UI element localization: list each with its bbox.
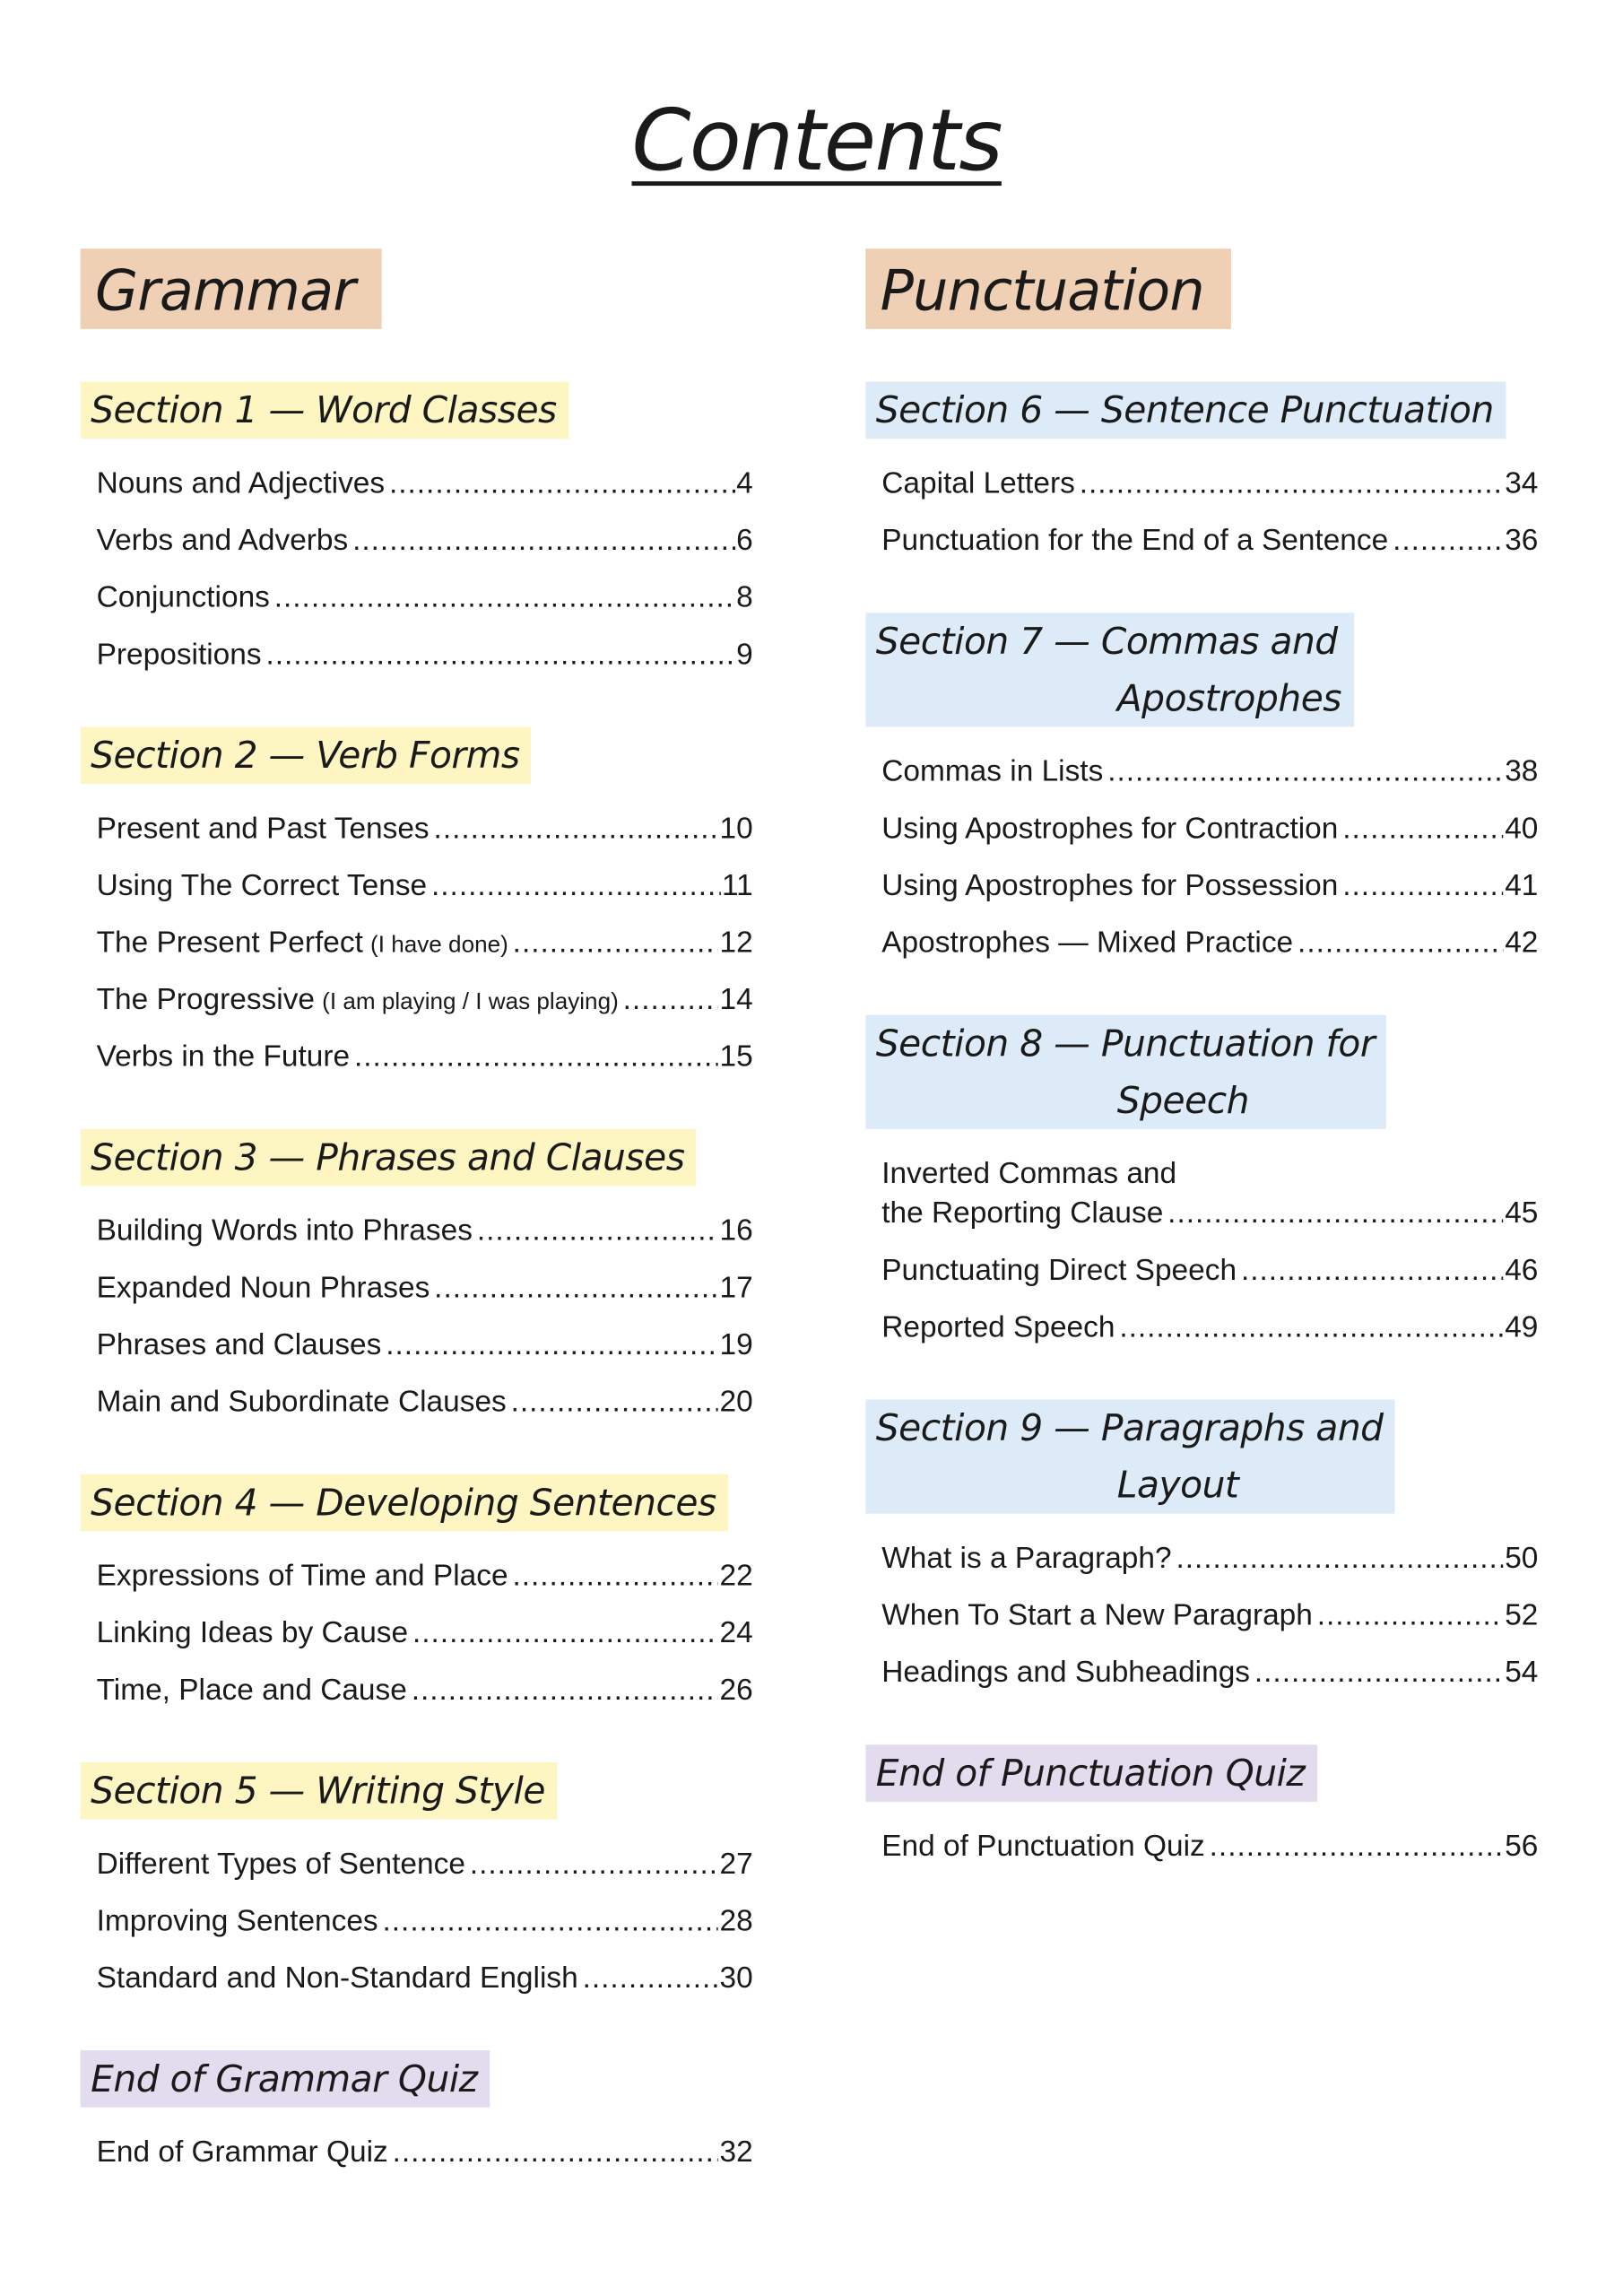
page-number: 10 <box>719 811 753 846</box>
page-number: 14 <box>719 982 753 1017</box>
entry-label: Using Apostrophes for Contraction <box>881 811 1339 846</box>
page-number: 40 <box>1505 811 1539 846</box>
toc-list <box>81 1547 753 1718</box>
dot-leader <box>1317 1587 1504 1644</box>
page-number: 11 <box>722 868 753 903</box>
entry-label: Linking Ideas by Cause <box>96 1615 409 1650</box>
page-number: 4 <box>736 466 753 500</box>
section-heading <box>81 726 532 784</box>
entry-label: The Progressive <box>96 982 316 1017</box>
page-number: 52 <box>1505 1598 1539 1632</box>
entry-label: Using Apostrophes for Possession <box>881 868 1339 903</box>
section-title-line2: Layout <box>1116 1464 1239 1507</box>
page-number: 6 <box>736 523 753 558</box>
toc-entry[interactable] <box>97 1547 753 1605</box>
entry-label: Expanded Noun Phrases <box>96 1270 430 1305</box>
entry-label: The Present Perfect <box>96 926 363 960</box>
dot-leader <box>389 455 735 512</box>
punctuation-column <box>865 248 1538 1874</box>
toc-entry[interactable] <box>97 455 753 512</box>
page-number: 8 <box>736 580 753 614</box>
toc-entry[interactable] <box>881 1587 1538 1644</box>
page-number: 12 <box>719 926 753 960</box>
toc-entry[interactable] <box>97 1835 753 1892</box>
section-heading <box>81 1762 557 1820</box>
section-title: Section 9 — Paragraphs and <box>875 1406 1384 1449</box>
dot-leader <box>434 800 718 857</box>
dot-leader <box>1167 1194 1503 1233</box>
entry-label: Prepositions <box>96 637 262 672</box>
page-number: 27 <box>719 1847 753 1881</box>
dot-leader <box>354 1028 718 1085</box>
section-title-line2: Apostrophes <box>1116 676 1342 720</box>
toc-list <box>81 455 753 683</box>
entry-note: (I have done) <box>370 933 508 959</box>
page-number: 22 <box>719 1559 753 1593</box>
section-title: End of Grammar Quiz <box>91 2057 478 2100</box>
dot-leader <box>1298 914 1504 971</box>
dot-leader <box>265 626 734 683</box>
toc-entry[interactable] <box>97 971 753 1029</box>
entry-label: Main and Subordinate Clauses <box>96 1385 507 1419</box>
toc-entry[interactable] <box>97 857 753 915</box>
toc-list <box>865 1818 1538 1875</box>
dot-leader <box>470 1835 718 1892</box>
toc-list <box>865 455 1538 569</box>
entry-label: Commas in Lists <box>881 754 1104 788</box>
toc-entry[interactable] <box>881 743 1538 800</box>
section-title: Section 4 — Developing Sentences <box>91 1481 716 1525</box>
dot-leader <box>274 569 735 626</box>
entry-label: Reported Speech <box>881 1310 1115 1344</box>
toc-entry[interactable] <box>97 1202 753 1259</box>
page-number: 56 <box>1505 1829 1539 1864</box>
section-heading <box>81 382 568 439</box>
toc-entry[interactable] <box>97 1373 753 1431</box>
entry-label: Present and Past Tenses <box>96 811 430 846</box>
dot-leader <box>431 857 720 915</box>
entry-label: Punctuation for the End of a Sentence <box>881 523 1389 558</box>
page-title: Contents <box>631 91 1002 190</box>
dot-leader <box>434 1259 718 1317</box>
toc-entry[interactable] <box>97 1661 753 1718</box>
entry-label: Punctuating Direct Speech <box>881 1253 1237 1287</box>
toc-section <box>81 1129 753 1431</box>
grammar-column <box>81 248 753 2180</box>
toc-entry[interactable] <box>97 569 753 626</box>
entry-label: Verbs in the Future <box>96 1039 351 1074</box>
toc-entry[interactable] <box>881 455 1538 512</box>
toc-entry[interactable] <box>97 1028 753 1085</box>
part-heading: Grammar <box>81 248 382 329</box>
toc-section <box>81 726 753 1084</box>
page-number: 26 <box>719 1673 753 1707</box>
section-title: Section 3 — Phrases and Clauses <box>91 1135 685 1179</box>
toc-entry[interactable] <box>881 1530 1538 1587</box>
page-number: 49 <box>1505 1310 1539 1344</box>
toc-entry[interactable] <box>881 1299 1538 1356</box>
toc-section <box>865 613 1538 970</box>
toc-entry[interactable] <box>97 1892 753 1950</box>
entry-label: Headings and Subheadings <box>881 1655 1251 1690</box>
dot-leader <box>412 1605 718 1662</box>
part-heading: Punctuation <box>865 248 1230 329</box>
toc-section <box>81 1474 753 1718</box>
toc-section <box>81 382 753 683</box>
toc-entry[interactable] <box>881 512 1538 570</box>
dot-leader <box>511 1373 718 1431</box>
toc-list <box>81 2124 753 2181</box>
toc-list <box>81 800 753 1085</box>
toc-entry[interactable] <box>97 2124 753 2181</box>
entry-label: Capital Letters <box>881 466 1075 500</box>
toc-section <box>865 1015 1538 1356</box>
dot-leader <box>583 1950 718 2007</box>
toc-entry[interactable] <box>881 800 1538 857</box>
page-number: 30 <box>719 1961 753 1996</box>
page-number: 50 <box>1505 1541 1539 1576</box>
toc-section <box>81 1762 753 2006</box>
dot-leader <box>352 512 734 570</box>
section-title: Section 8 — Punctuation for <box>875 1022 1376 1065</box>
dot-leader <box>1107 743 1503 800</box>
toc-entry[interactable] <box>97 626 753 683</box>
page-number: 15 <box>719 1039 753 1074</box>
section-title: Section 1 — Word Classes <box>91 388 557 432</box>
toc-section <box>865 1399 1538 1700</box>
page-number: 54 <box>1505 1655 1539 1690</box>
page-number: 45 <box>1505 1196 1539 1231</box>
dot-leader <box>1393 512 1503 570</box>
toc-list <box>865 1530 1538 1701</box>
toc-entry[interactable] <box>97 1950 753 2007</box>
section-heading <box>81 1129 697 1187</box>
entry-label: Nouns and Adjectives <box>96 466 386 500</box>
toc-list <box>865 743 1538 970</box>
toc-entry[interactable] <box>881 857 1538 915</box>
section-title: Section 2 — Verb Forms <box>91 734 520 777</box>
entry-label: Expressions of Time and Place <box>96 1559 508 1593</box>
entry-label: Inverted Commas and <box>881 1156 1177 1191</box>
toc-section <box>865 1744 1538 1874</box>
section-title: Section 5 — Writing Style <box>91 1770 545 1813</box>
entry-label: End of Punctuation Quiz <box>881 1829 1205 1864</box>
section-title: Section 7 — Commas and <box>875 620 1338 663</box>
dot-leader <box>393 2124 718 2181</box>
entry-label-line2: the Reporting Clause <box>881 1196 1164 1231</box>
toc-entry[interactable] <box>97 512 753 570</box>
entry-line2 <box>881 1194 1538 1233</box>
section-heading <box>865 1399 1394 1513</box>
toc-list <box>81 1202 753 1430</box>
dot-leader <box>1119 1299 1503 1356</box>
dot-leader <box>1080 455 1504 512</box>
section-heading <box>81 2050 490 2108</box>
dot-leader <box>1342 857 1503 915</box>
toc-entry[interactable] <box>881 1145 1538 1242</box>
dot-leader <box>513 914 718 971</box>
page-number: 24 <box>719 1615 753 1650</box>
toc-entry[interactable] <box>97 1259 753 1317</box>
section-title: End of Punctuation Quiz <box>875 1752 1306 1795</box>
page-number: 20 <box>719 1385 753 1419</box>
page-number: 17 <box>719 1270 753 1305</box>
page-number: 9 <box>736 637 753 672</box>
page-number: 16 <box>719 1213 753 1248</box>
toc-list <box>865 1145 1538 1356</box>
toc-entry[interactable] <box>881 914 1538 971</box>
toc-entry[interactable] <box>97 914 753 971</box>
page-number: 38 <box>1505 754 1539 788</box>
section-heading <box>81 1474 728 1532</box>
dot-leader <box>386 1317 718 1374</box>
dot-leader <box>383 1892 718 1950</box>
entry-label: Standard and Non-Standard English <box>96 1961 578 1996</box>
page-number: 36 <box>1505 523 1539 558</box>
toc-entry[interactable] <box>97 800 753 857</box>
section-heading <box>865 613 1353 726</box>
entry-label: Apostrophes — Mixed Practice <box>881 926 1294 960</box>
entry-label: Verbs and Adverbs <box>96 523 349 558</box>
entry-note: (I am playing / I was playing) <box>322 989 619 1015</box>
toc-section <box>865 382 1538 570</box>
dot-leader <box>1342 800 1503 857</box>
page-number: 46 <box>1505 1253 1539 1287</box>
dot-leader <box>1241 1241 1504 1299</box>
entry-label: What is a Paragraph? <box>881 1541 1172 1576</box>
entry-label: When To Start a New Paragraph <box>881 1598 1313 1632</box>
section-heading <box>865 382 1506 439</box>
dot-leader <box>512 1547 717 1605</box>
toc-entry[interactable] <box>97 1317 753 1374</box>
toc-entry[interactable] <box>881 1644 1538 1701</box>
toc-section <box>81 2050 753 2180</box>
toc-entry[interactable] <box>97 1605 753 1662</box>
page-number: 19 <box>719 1327 753 1362</box>
page-number: 28 <box>719 1904 753 1938</box>
page-number: 32 <box>719 2135 753 2170</box>
dot-leader <box>1210 1818 1504 1875</box>
toc-entry[interactable] <box>881 1241 1538 1299</box>
entry-label: Time, Place and Cause <box>96 1673 407 1707</box>
entry-label: Improving Sentences <box>96 1904 378 1938</box>
dot-leader <box>623 971 718 1029</box>
dot-leader <box>1176 1530 1503 1587</box>
section-heading <box>865 1015 1386 1129</box>
section-title-line2: Speech <box>1116 1079 1250 1122</box>
entry-label: Conjunctions <box>96 580 270 614</box>
entry-label: Building Words into Phrases <box>96 1213 473 1248</box>
dot-leader <box>1254 1644 1504 1701</box>
entry-label: Phrases and Clauses <box>96 1327 382 1362</box>
page-number: 34 <box>1505 466 1539 500</box>
dot-leader <box>477 1202 718 1259</box>
section-title: Section 6 — Sentence Punctuation <box>875 388 1494 432</box>
page-number: 41 <box>1505 868 1539 903</box>
toc-entry[interactable] <box>881 1818 1538 1875</box>
entry-label: Using The Correct Tense <box>96 868 428 903</box>
toc-list <box>81 1835 753 2006</box>
page-number: 42 <box>1505 926 1539 960</box>
entry-label: Different Types of Sentence <box>96 1847 465 1881</box>
entry-label: End of Grammar Quiz <box>96 2135 388 2170</box>
dot-leader <box>412 1661 718 1718</box>
section-heading <box>865 1744 1316 1802</box>
